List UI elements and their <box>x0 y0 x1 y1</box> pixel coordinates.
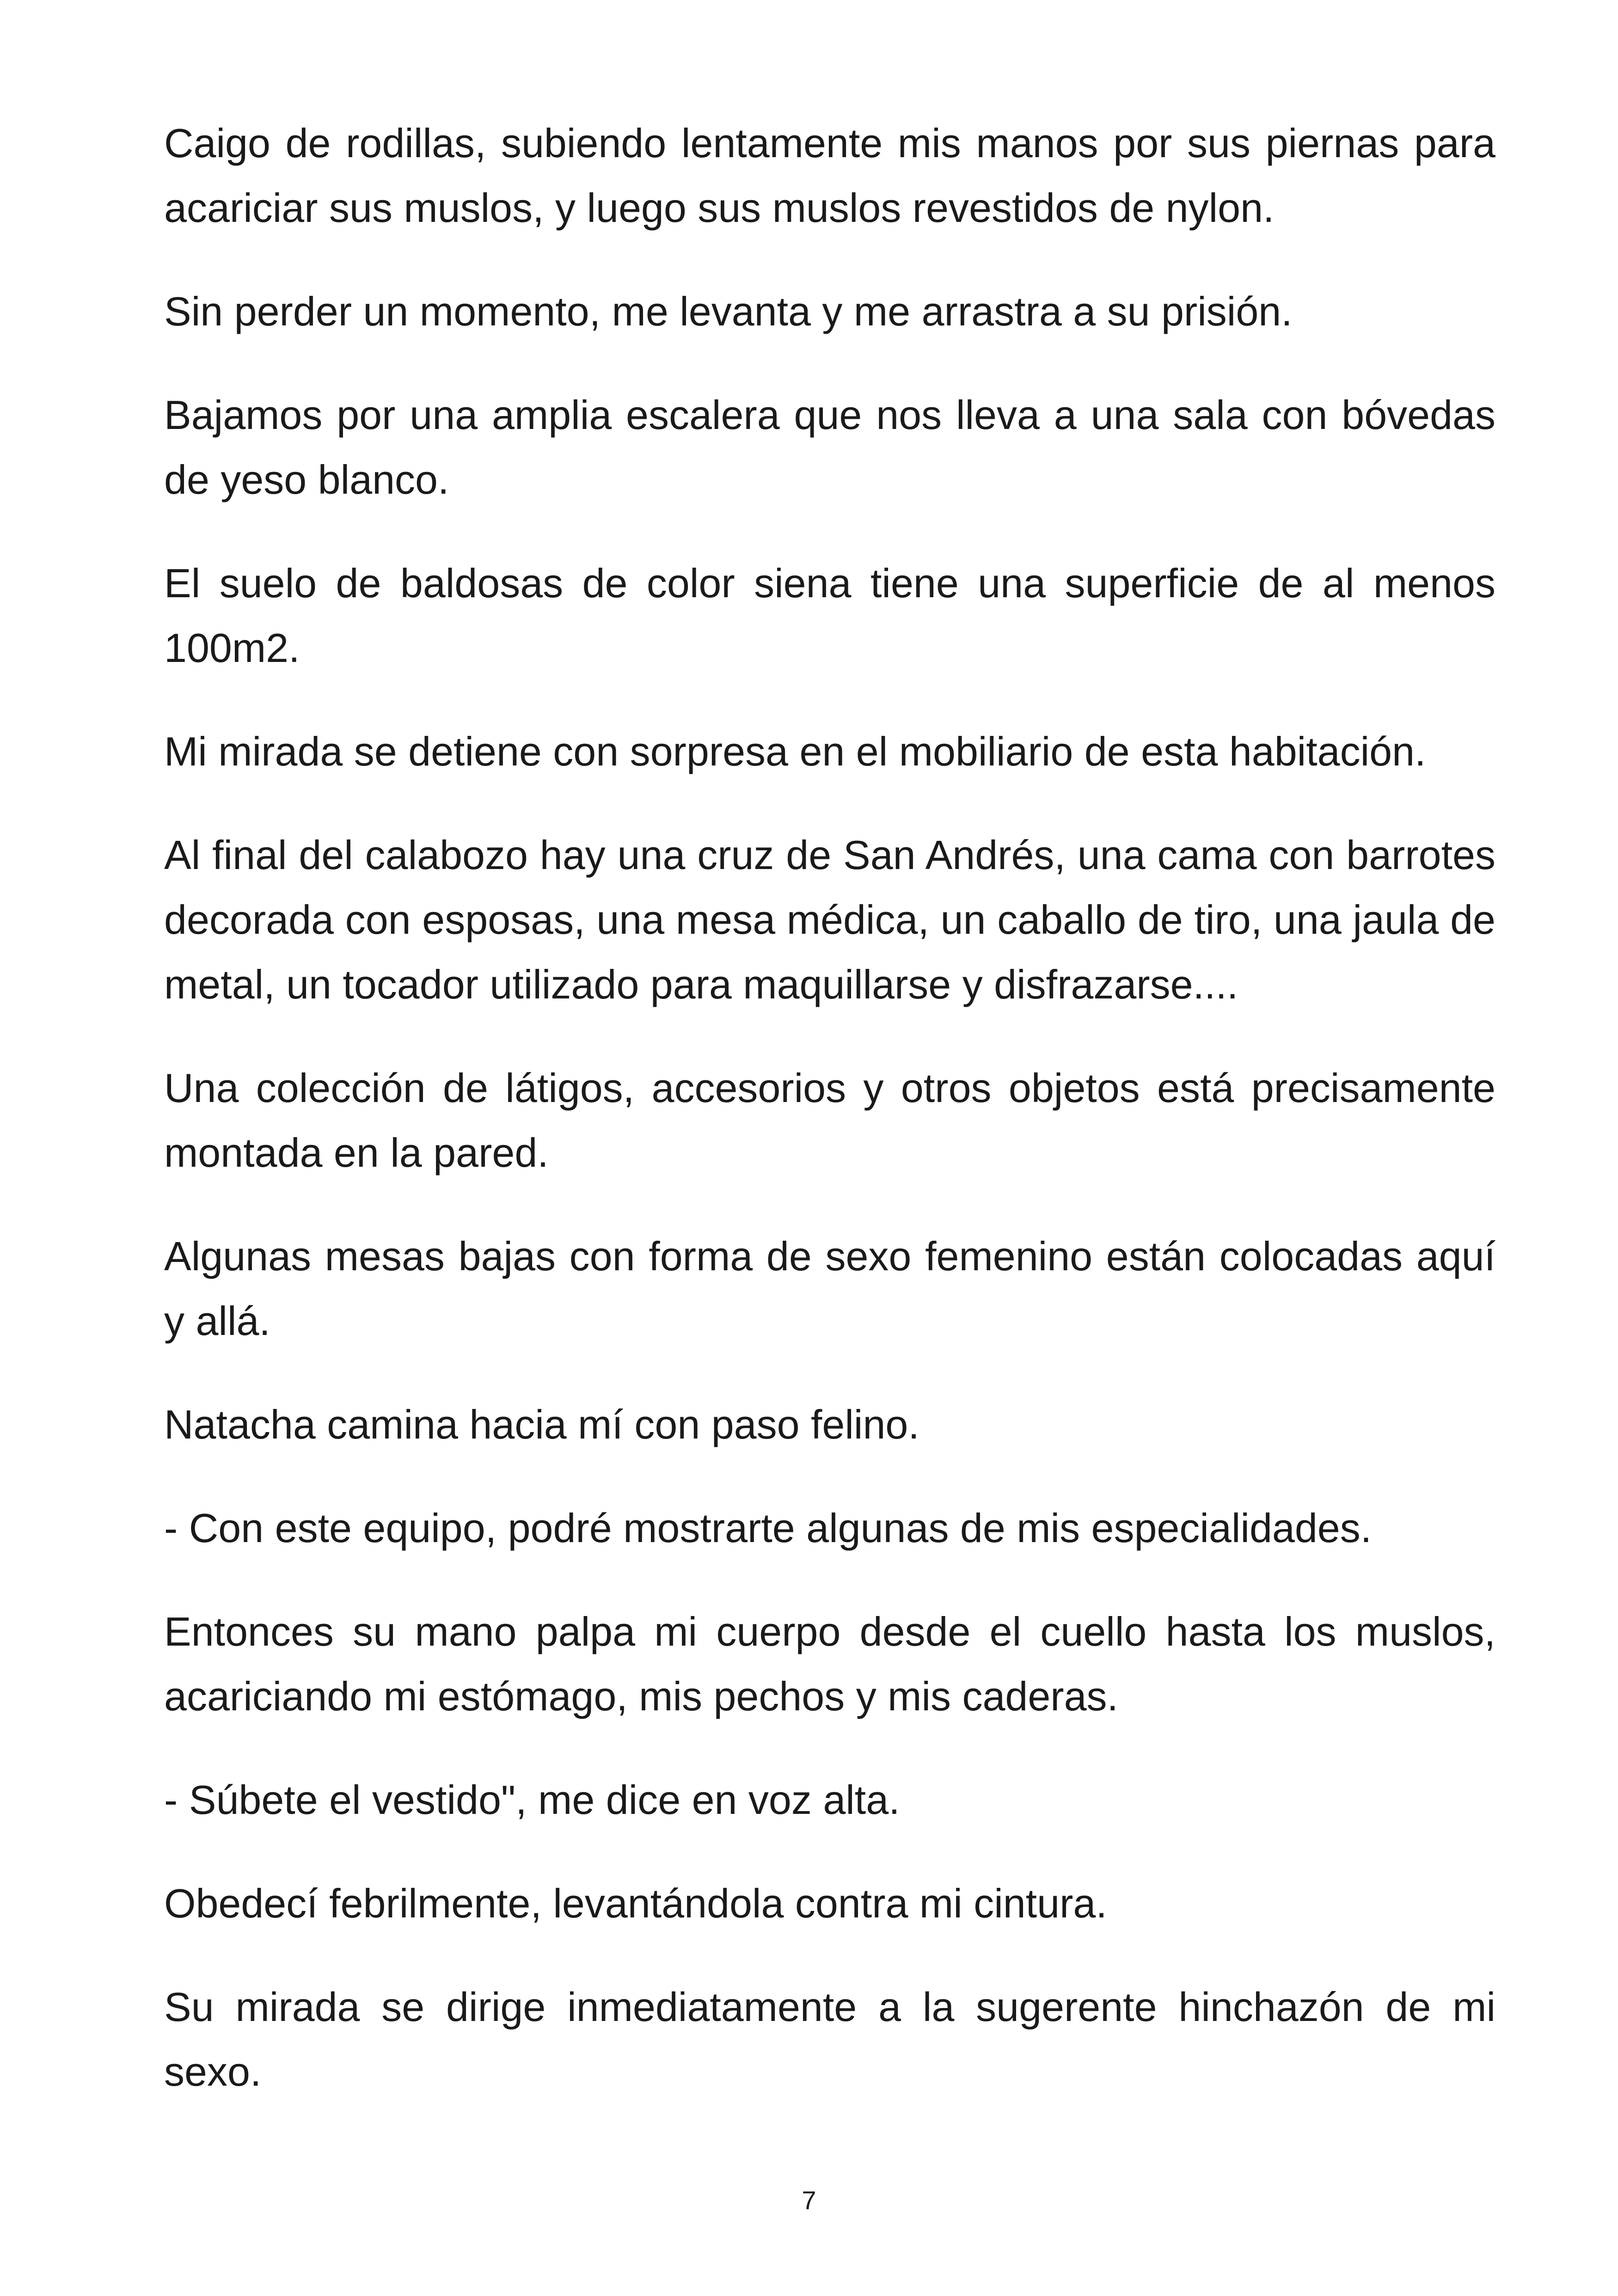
paragraph: Sin perder un momento, me levanta y me arrastra a su prisión. <box>164 288 1293 334</box>
paragraph: Mi mirada se detiene con sorpresa en el mobiliario de esta habitación. <box>164 729 1426 774</box>
paragraph: Una colección de látigos, accesorios y otros objetos está precisamente montada en la pared. <box>164 1065 1495 1176</box>
paragraph: El suelo de baldosas de color siena tiene una superficie de al menos 100m2. <box>164 560 1495 671</box>
paragraph: - Súbete el vestido", me dice en voz alta. <box>164 1777 900 1823</box>
page-number: 7 <box>802 2186 816 2215</box>
paragraph: - Con este equipo, podré mostrarte algunas de mis especialidades. <box>164 1505 1372 1551</box>
paragraph: Natacha camina hacia mí con paso felino. <box>164 1402 919 1447</box>
paragraph: Obedecí febrilmente, levantándola contra mi cintura. <box>164 1880 1107 1926</box>
paragraph: Caigo de rodillas, subiendo lentamente mis manos por sus piernas para acariciar sus muslos, y luego sus muslos revestidos de nylon. <box>164 120 1495 231</box>
body-text <box>164 111 1495 2143</box>
paragraph: Su mirada se dirige inmediatamente a la sugerente hinchazón de mi sexo. <box>164 1984 1495 2094</box>
paragraph: Al final del calabozo hay una cruz de San Andrés, una cama con barrotes decorada con esposas, una mesa médica, un caballo de tiro, una jaula de metal, un tocador utilizado para maquillarse y disfrazarse.... <box>164 832 1495 1007</box>
paragraph: Bajamos por una amplia escalera que nos lleva a una sala con bóvedas de yeso blanco. <box>164 392 1495 502</box>
paragraph: Entonces su mano palpa mi cuerpo desde el cuello hasta los muslos, acariciando mi estómago, mis pechos y mis caderas. <box>164 1609 1495 1719</box>
paragraph: Algunas mesas bajas con forma de sexo femenino están colocadas aquí y allá. <box>164 1233 1495 1344</box>
